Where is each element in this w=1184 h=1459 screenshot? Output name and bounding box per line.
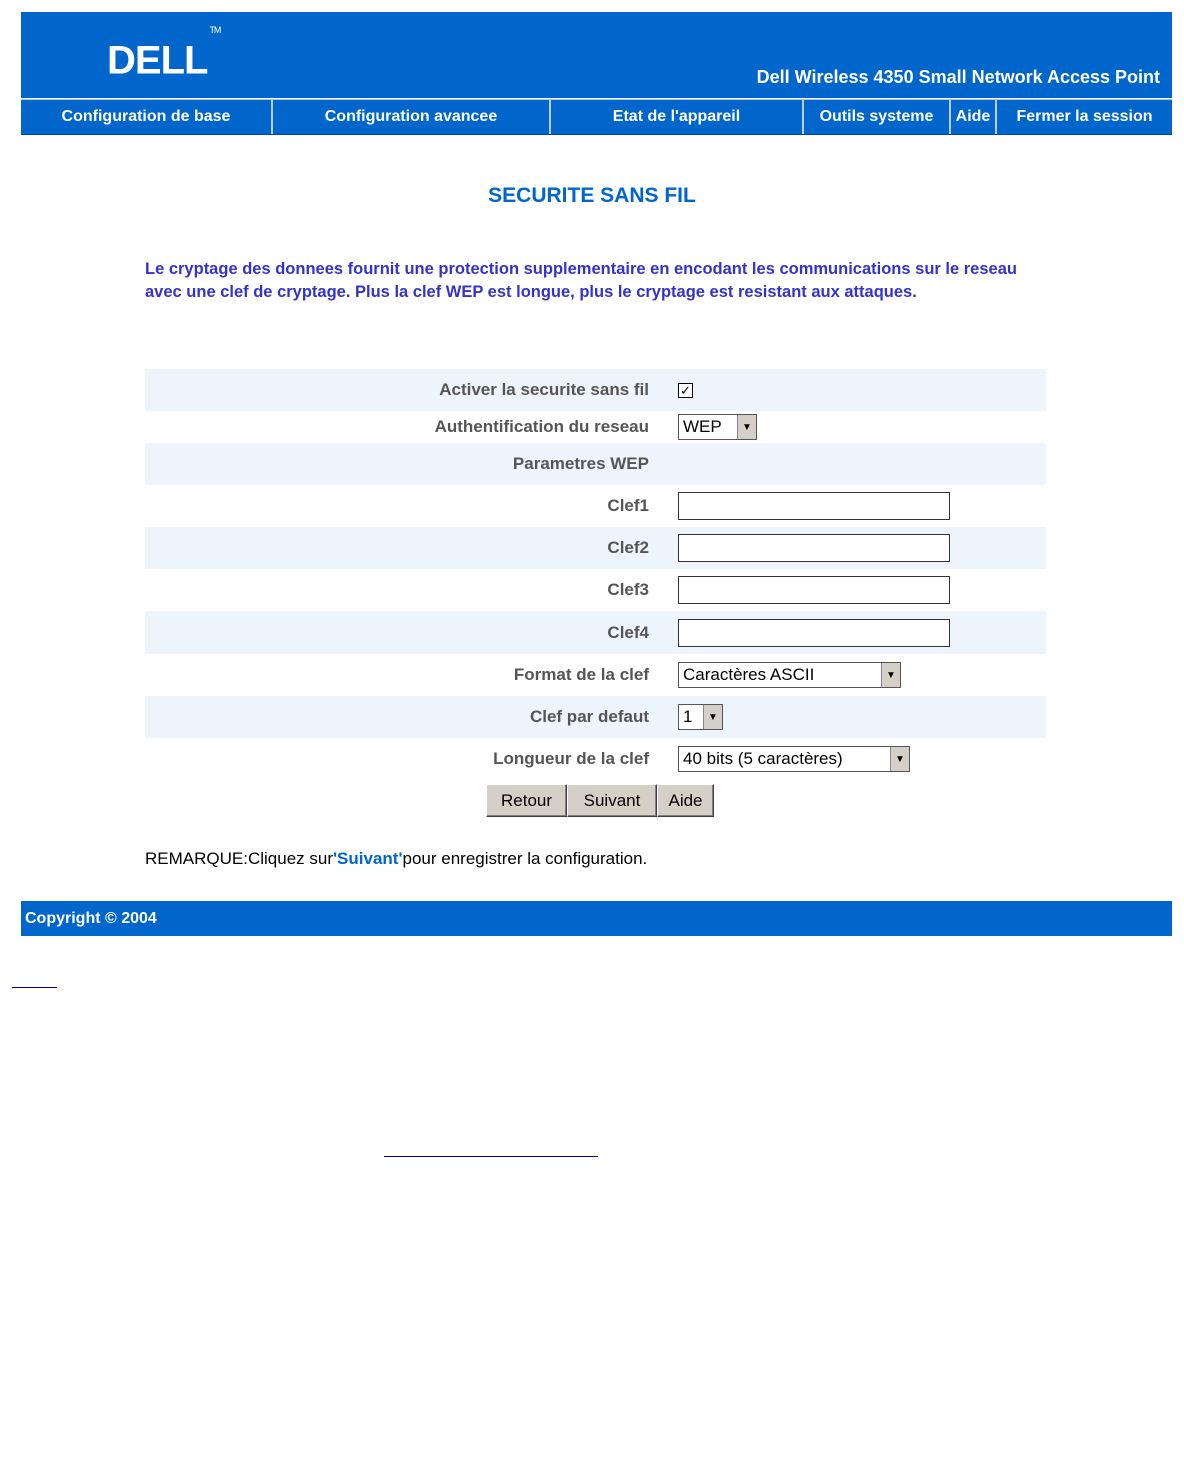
nav-basic-config[interactable]: Configuration de base xyxy=(21,100,273,134)
default-key-value: 1 xyxy=(683,707,693,726)
key2-label: Clef2 xyxy=(607,538,649,557)
dropdown-arrow-icon: ▼ xyxy=(737,415,756,439)
footer-bar xyxy=(21,901,1172,936)
product-title: Dell Wireless 4350 Small Network Access Point xyxy=(756,67,1160,87)
nav-help[interactable]: Aide xyxy=(951,100,997,134)
key-format-label: Format de la clef xyxy=(513,665,649,684)
form-row-enable xyxy=(145,369,1046,411)
main-nav xyxy=(21,99,1172,135)
form-row-key1 xyxy=(145,485,1046,527)
form-row-key-format xyxy=(145,654,1046,696)
next-button[interactable]: Suivant xyxy=(567,784,657,817)
form-row-key-length xyxy=(145,738,1046,780)
copyright-text: Copyright © 2004 xyxy=(25,909,157,927)
form-row-key3 xyxy=(145,569,1046,611)
note-suffix: pour enregistrer la configuration. xyxy=(402,849,648,868)
key3-label: Clef3 xyxy=(607,580,649,599)
dropdown-arrow-icon: ▼ xyxy=(890,747,909,771)
nav-logout[interactable]: Fermer la session xyxy=(1016,108,1153,125)
wep-params-heading: Parametres WEP xyxy=(512,454,649,473)
intro-text: Le cryptage des donnees fournit une protection supplementaire en encodant les communications sur le reseau avec une clef de cryptage. Plus la clef WEP est longue, plus le cryptage est resistant aux attaques. xyxy=(145,260,1017,301)
form-row-key4 xyxy=(145,611,1046,654)
key-format-value: Caractères ASCII xyxy=(683,665,815,684)
dell-logo: DELL™ xyxy=(107,25,221,83)
network-auth-label: Authentification du reseau xyxy=(434,417,649,436)
nav-system-tools[interactable]: Outils systeme xyxy=(804,100,951,134)
key3-input[interactable] xyxy=(678,576,950,604)
security-form xyxy=(145,369,1046,780)
enable-security-checkbox[interactable] xyxy=(678,383,693,398)
key-length-label: Longueur de la clef xyxy=(493,749,649,768)
key1-label: Clef1 xyxy=(607,496,649,515)
page-title: SECURITE SANS FIL xyxy=(488,184,696,207)
key1-input[interactable] xyxy=(678,492,950,520)
key-length-select[interactable] xyxy=(678,746,910,772)
key2-input[interactable] xyxy=(678,534,950,562)
default-key-label: Clef par defaut xyxy=(529,707,649,726)
nav-advanced-config[interactable]: Configuration avancee xyxy=(273,100,551,134)
help-button[interactable]: Aide xyxy=(657,784,714,817)
key4-label: Clef4 xyxy=(607,622,649,642)
form-row-default-key xyxy=(145,696,1046,738)
nav-device-status[interactable]: Etat de l'appareil xyxy=(551,100,804,134)
link-underline-divider xyxy=(12,987,57,988)
button-group xyxy=(486,784,714,817)
network-auth-select[interactable] xyxy=(678,414,757,440)
dropdown-arrow-icon: ▼ xyxy=(703,705,722,729)
form-row-auth xyxy=(145,411,1046,443)
default-key-select[interactable] xyxy=(678,704,723,730)
header-banner xyxy=(21,12,1172,98)
dropdown-arrow-icon: ▼ xyxy=(881,663,900,687)
form-row-wep-params xyxy=(145,443,1046,485)
key-format-select[interactable] xyxy=(678,662,901,688)
note-prefix: REMARQUE:Cliquez sur xyxy=(145,849,333,868)
save-note xyxy=(145,848,647,870)
key-length-value: 40 bits (5 caractères) xyxy=(683,749,843,768)
link-underline-divider xyxy=(384,1156,598,1157)
form-row-key2 xyxy=(145,527,1046,569)
note-highlight: 'Suivant' xyxy=(333,849,403,868)
key4-input[interactable] xyxy=(678,619,950,647)
checkmark-icon: ✓ xyxy=(680,382,691,398)
back-button[interactable]: Retour xyxy=(486,784,567,817)
enable-security-label: Activer la securite sans fil xyxy=(439,380,649,399)
network-auth-value: WEP xyxy=(683,417,722,436)
